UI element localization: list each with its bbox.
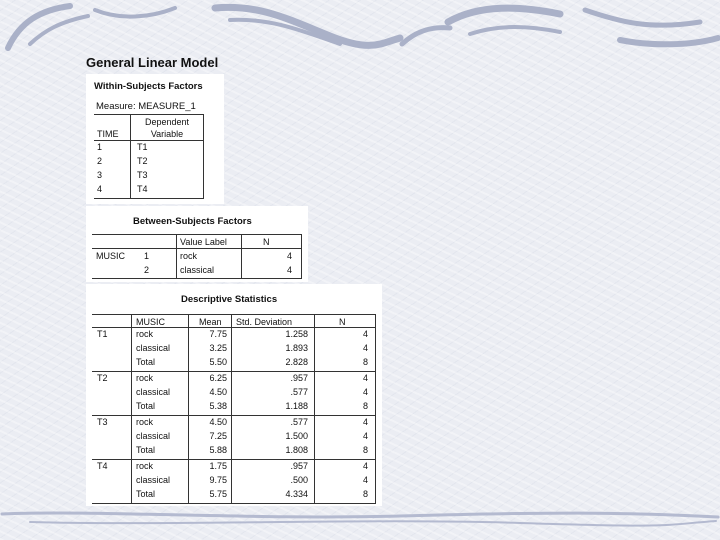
table-cell: 2.828 (285, 357, 308, 367)
table-border (176, 234, 177, 278)
table-cell: rock (136, 461, 154, 471)
table-border (92, 314, 376, 315)
table-cell: T3 (137, 170, 148, 180)
table-cell: rock (136, 417, 154, 427)
decorative-top-swirls (0, 0, 720, 60)
table-border (92, 248, 302, 249)
table-border (94, 140, 204, 141)
table-cell: 4 (362, 329, 368, 339)
measure-label: Measure: MEASURE_1 (96, 101, 196, 112)
column-header-music: MUSIC (136, 317, 165, 327)
decorative-bottom-strokes (0, 508, 720, 530)
table-cell: 6.25 (209, 373, 227, 383)
table-cell: .500 (290, 475, 308, 485)
table-cell: Total (136, 445, 156, 455)
table-cell: rock (136, 329, 154, 339)
table-border (92, 415, 376, 416)
table-cell: 4.334 (285, 489, 308, 499)
table-cell: 4 (362, 387, 368, 397)
table-border (92, 327, 376, 328)
table-cell: rock (136, 373, 154, 383)
table-cell: 7.25 (209, 431, 227, 441)
table-cell: Total (136, 401, 156, 411)
table-cell: 3 (97, 170, 103, 180)
page-title: General Linear Model (86, 55, 219, 70)
table-cell: 4 (286, 251, 292, 261)
table-cell: 7.75 (209, 329, 227, 339)
table-cell: 4 (362, 431, 368, 441)
column-header-time: TIME (97, 129, 119, 139)
table-cell: 4 (97, 184, 103, 194)
table-cell: 4 (362, 343, 368, 353)
table-cell: 5.38 (209, 401, 227, 411)
table-cell: 4 (362, 373, 368, 383)
table-cell: T2 (137, 156, 148, 166)
table-border (94, 114, 204, 115)
table-cell: 4 (362, 461, 368, 471)
table-cell: 4.50 (209, 417, 227, 427)
table-cell: 1.258 (285, 329, 308, 339)
table-cell: 8 (362, 445, 368, 455)
column-header-n: N (339, 317, 346, 327)
descriptive-statistics-title: Descriptive Statistics (181, 294, 278, 305)
table-cell: 8 (362, 489, 368, 499)
table-cell: classical (180, 265, 215, 275)
table-cell: classical (136, 431, 171, 441)
group-label: T4 (97, 461, 108, 471)
table-cell: 1.500 (285, 431, 308, 441)
table-cell: 5.50 (209, 357, 227, 367)
table-border (94, 198, 204, 199)
table-cell: .577 (290, 417, 308, 427)
table-border (131, 314, 132, 503)
between-subjects-factors-table (86, 206, 308, 282)
table-cell: 2 (97, 156, 103, 166)
table-cell: classical (136, 387, 171, 397)
table-border (92, 503, 376, 504)
table-cell: 8 (362, 357, 368, 367)
table-cell: 1.893 (285, 343, 308, 353)
table-cell: 1.188 (285, 401, 308, 411)
between-subjects-title: Between-Subjects Factors (133, 216, 252, 227)
group-label: T1 (97, 329, 108, 339)
within-subjects-factors-table (86, 74, 224, 204)
table-border (92, 371, 376, 372)
group-label: T2 (97, 373, 108, 383)
table-border (92, 234, 302, 235)
table-cell: 5.88 (209, 445, 227, 455)
table-cell: 5.75 (209, 489, 227, 499)
table-border (203, 114, 204, 198)
table-cell: 4 (362, 475, 368, 485)
table-cell: T1 (137, 142, 148, 152)
table-border (301, 234, 302, 278)
table-cell: Total (136, 489, 156, 499)
table-border (375, 314, 376, 503)
table-cell: 8 (362, 401, 368, 411)
table-cell: .957 (290, 373, 308, 383)
group-label: T3 (97, 417, 108, 427)
table-cell: Total (136, 357, 156, 367)
table-cell: 1 (97, 142, 103, 152)
table-cell: 2 (144, 265, 150, 275)
table-cell: rock (180, 251, 198, 261)
column-header-dependent: Dependent (144, 117, 190, 127)
table-cell: classical (136, 343, 171, 353)
table-border (241, 234, 242, 278)
table-cell: 1.75 (209, 461, 227, 471)
table-cell: 4 (286, 265, 292, 275)
within-subjects-title: Within-Subjects Factors (94, 81, 203, 92)
table-cell: .577 (290, 387, 308, 397)
table-cell: classical (136, 475, 171, 485)
table-border (92, 459, 376, 460)
column-header-variable: Variable (150, 129, 184, 139)
table-cell: 4.50 (209, 387, 227, 397)
table-border (92, 278, 302, 279)
table-cell: .957 (290, 461, 308, 471)
table-cell: 4 (362, 417, 368, 427)
table-cell: T4 (137, 184, 148, 194)
factor-label: MUSIC (96, 251, 125, 261)
column-header-mean: Mean (199, 317, 222, 327)
column-header-n: N (263, 237, 270, 247)
table-cell: 1 (144, 251, 150, 261)
column-header-value-label: Value Label (180, 237, 227, 247)
column-header-std-deviation: Std. Deviation (236, 317, 293, 327)
table-cell: 3.25 (209, 343, 227, 353)
table-cell: 1.808 (285, 445, 308, 455)
table-cell: 9.75 (209, 475, 227, 485)
descriptive-statistics-table (86, 284, 382, 506)
